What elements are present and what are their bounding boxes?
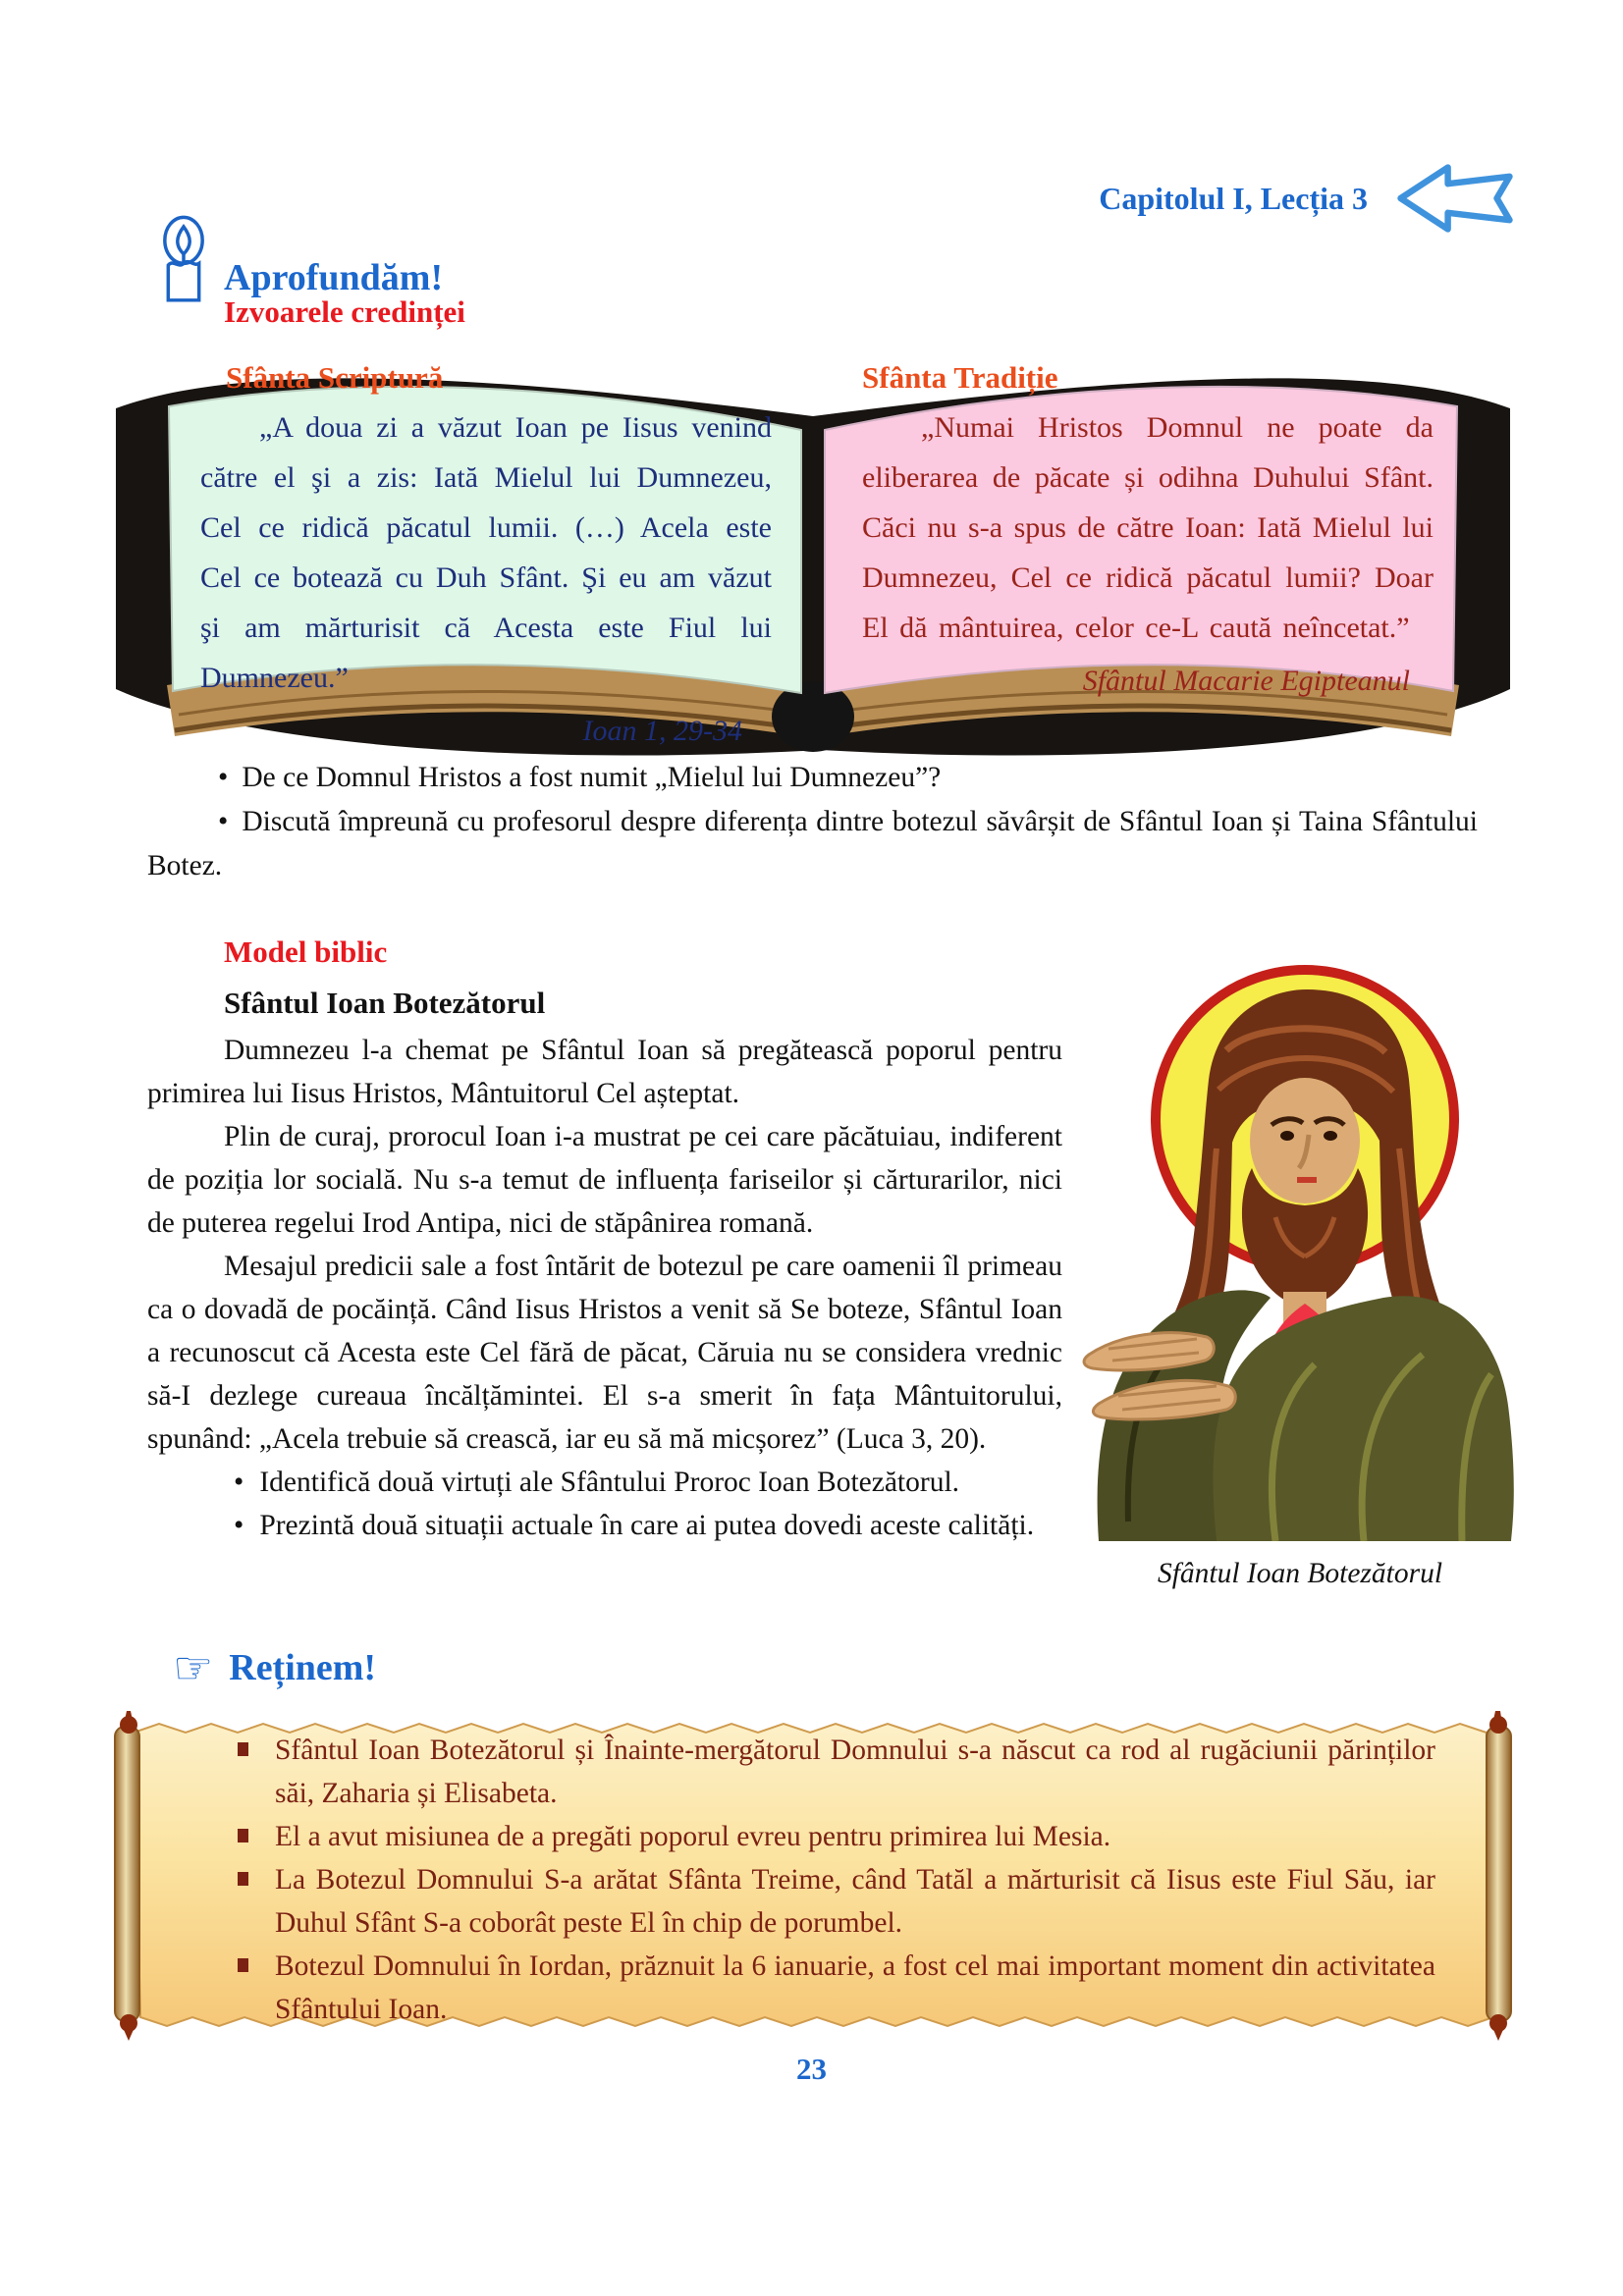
- model-paragraph: Plin de curaj, prorocul Ioan i-a mustrat pe cei care păcătuiau, indiferent de poziția lor socială. Nu s-a temut de influența fariseilor și cărturarilor, nici de puterea regelui Irod Antipa, nici de stăpânirea romană.: [147, 1121, 1062, 1239]
- saint-john-icon-image: [1068, 933, 1532, 1541]
- deepen-heading: [157, 214, 443, 304]
- bible-model-section: [147, 931, 1062, 1547]
- tradition-reference: Sfântul Macarie Egipteanul: [1082, 665, 1410, 697]
- saint-john-figure: [1068, 933, 1532, 1590]
- key-points-scroll: [110, 1711, 1516, 2041]
- task-item: • Prezintă două situații actuale în care ai putea dovedi aceste calități.: [147, 1504, 1062, 1547]
- page-number: 23: [796, 2052, 827, 2086]
- question-item: • Discută împreună cu profesorul despre diferența dintre botezul săvârșit de Sfântul Ioan și Taina Sfântului Botez.: [147, 800, 1478, 888]
- retain-title: Reținem!: [229, 1647, 377, 1688]
- back-arrow-icon[interactable]: [1395, 159, 1515, 238]
- scripture-page: [200, 359, 772, 756]
- chapter-header: [1099, 159, 1515, 238]
- model-paragraph: Mesajul predicii sale a fost întărit de botezul pe care oamenii îl primeau ca o dovadă de pocăință. Când Iisus Hristos a venit să Se boteze, Sfântul Ioan a recunoscut că Acesta este Cel fără de păcat, Căruia nu se considera vrednic să-I dezlege cureaua încălțămintei. El s-a smerit în fața Mântuitorului, spunând: „Acela trebuie să crească, iar eu să mă micșorez” (Luca 3, 20).: [147, 1251, 1062, 1455]
- key-point-item: Sfântul Ioan Botezătorul și Înainte-mergătorul Domnului s-a născut ca rod al rugăciunii părinților săi, Zaharia și Elisabeta.: [275, 1729, 1435, 1815]
- model-title: Model biblic: [224, 934, 388, 969]
- model-paragraph: Dumnezeu l-a chemat pe Sfântul Ioan să pregătească poporul pentru primirea lui Iisus Hristos, Mântuitorul Cel așteptat.: [147, 1035, 1062, 1109]
- open-book-illustration: [110, 344, 1516, 775]
- deepen-subtitle: Izvoarele credinței: [224, 294, 465, 329]
- key-point-item: El a avut misiunea de a pregăti poporul evreu pentru primirea lui Mesia.: [275, 1815, 1435, 1858]
- scripture-heading: Sfânta Scriptură: [226, 360, 444, 395]
- retain-heading: [173, 1641, 377, 1694]
- tradition-heading: Sfânta Tradiție: [862, 360, 1058, 395]
- discussion-questions: [147, 756, 1478, 888]
- figure-caption: Sfântul Ioan Botezătorul: [1157, 1558, 1443, 1589]
- deepen-title: Aprofundăm!: [224, 257, 444, 298]
- pointing-hand-icon: ☞: [173, 1641, 214, 1694]
- key-points-list: [110, 1729, 1516, 2031]
- scripture-quote: „A doua zi a văzut Ioan pe Iisus venind către el şi a zis: Iată Mielul lui Dumnezeu, Cel ce ridică păcatul lumii. (…) Acela este Cel ce botează cu Duh Sfânt. Şi eu am văzut şi am mărturisit că Acesta este Fiul lui Dumnezeu.”: [200, 411, 772, 694]
- question-item: • De ce Domnul Hristos a fost numit „Mielul lui Dumnezeu”?: [147, 756, 1478, 800]
- key-point-item: Botezul Domnului în Iordan, prăznuit la 6 ianuarie, a fost cel mai important moment din activitatea Sfântului Ioan.: [275, 1945, 1435, 2031]
- chapter-label: Capitolul I, Lecția 3: [1099, 180, 1368, 216]
- tradition-quote: „Numai Hristos Domnul ne poate da eliberarea de păcate și odihna Duhului Sfânt. Căci nu s-a spus de către Ioan: Iată Mielul lui Dumnezeu, Cel ce ridică păcatul lumii? Doar El dă mântuirea, celor ce-L caută neîncetat.”: [862, 411, 1434, 644]
- tradition-page: [862, 359, 1434, 706]
- key-point-item: La Botezul Domnului S-a arătat Sfânta Treime, când Tatăl a mărturisit că Iisus este Fiul Său, iar Duhul Sfânt S-a coborât peste El în chip de porumbel.: [275, 1858, 1435, 1945]
- task-item: • Identifică două virtuți ale Sfântului Proroc Ioan Botezătorul.: [147, 1461, 1062, 1504]
- scripture-reference: Ioan 1, 29-34: [582, 715, 742, 747]
- candle-icon: [157, 214, 210, 304]
- model-subtitle: Sfântul Ioan Botezătorul: [224, 986, 546, 1020]
